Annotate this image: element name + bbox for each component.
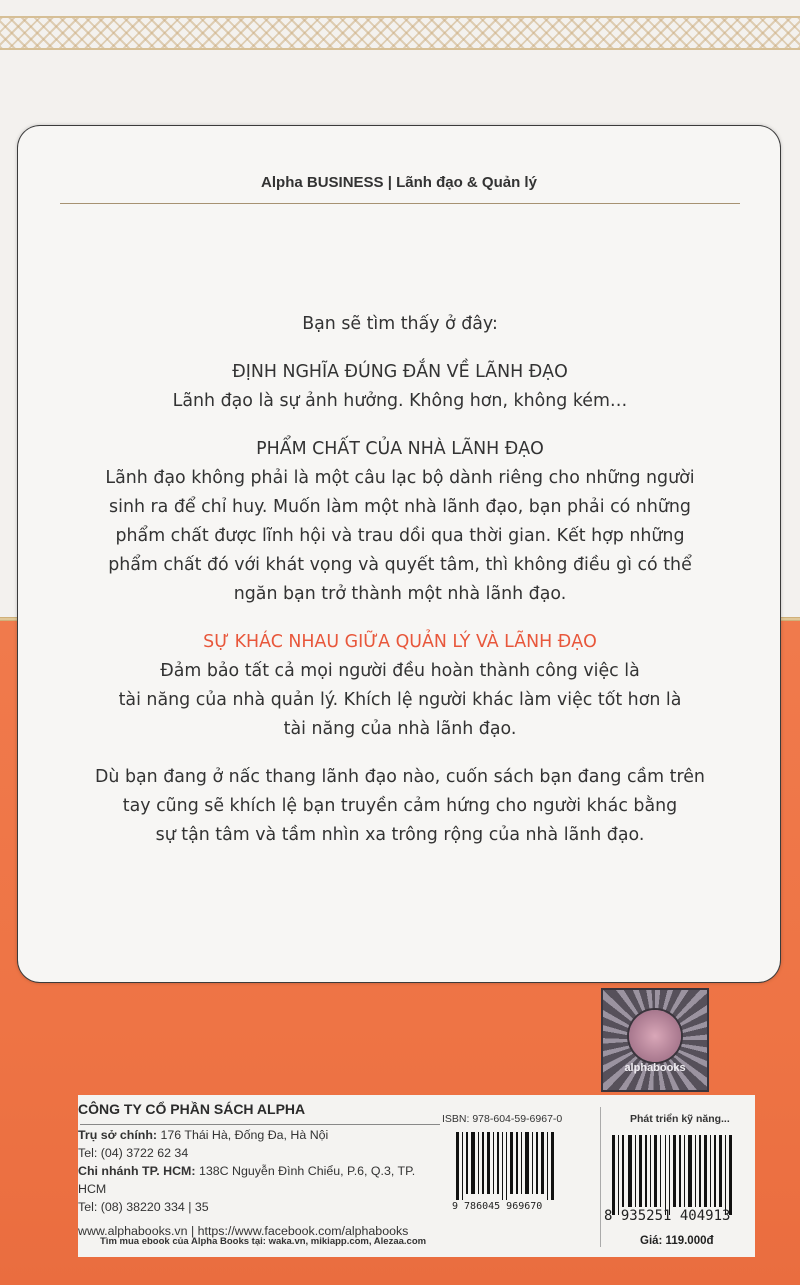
barcode-bar xyxy=(729,1135,732,1215)
barcode-bar xyxy=(618,1135,619,1215)
decorative-border xyxy=(0,16,800,50)
web-links: www.alphabooks.vn | https://www.facebook.com/alphabooks xyxy=(78,1224,409,1238)
hq-tel: Tel: (04) 3722 62 34 xyxy=(78,1146,189,1160)
barcode-bar xyxy=(493,1132,494,1194)
barcode-digits: 8 935251 404913 xyxy=(604,1208,731,1224)
branch-tel: Tel: (08) 38220 334 | 35 xyxy=(78,1200,209,1214)
barcode-bar xyxy=(510,1132,513,1194)
footer-divider xyxy=(600,1107,601,1247)
barcode-bar xyxy=(506,1132,507,1200)
section-line: phẩm chất đó với khát vọng và quyết tâm, thì không điều gì có thể xyxy=(108,555,692,575)
section-title-highlight: SỰ KHÁC NHAU GIỮA QUẢN LÝ VÀ LÃNH ĐẠO xyxy=(203,632,597,652)
blurb-text xyxy=(60,310,740,850)
section-title: ĐỊNH NGHĨA ĐÚNG ĐẮN VỀ LÃNH ĐẠO xyxy=(232,362,568,382)
barcode-bar xyxy=(660,1135,661,1207)
hq-label: Trụ sở chính: xyxy=(78,1128,158,1142)
blurb-card xyxy=(18,126,780,982)
barcode-bar xyxy=(654,1135,657,1207)
barcode-bar xyxy=(684,1135,685,1207)
section-line: Đảm bảo tất cả mọi người đều hoàn thành công việc là xyxy=(160,661,640,681)
barcode-bar xyxy=(497,1132,499,1194)
branch-line xyxy=(78,1162,428,1198)
barcode-bar xyxy=(639,1135,642,1207)
barcode-bar xyxy=(547,1132,548,1200)
barcode-bar xyxy=(714,1135,716,1207)
branch-address: 138C Nguyễn Đình Chiểu, P.6, Q.3, TP. HCM xyxy=(78,1164,416,1196)
isbn-digits: 9 786045 969670 xyxy=(452,1201,543,1212)
barcode-bar xyxy=(673,1135,676,1207)
hq-address: 176 Thái Hà, Đống Đa, Hà Nội xyxy=(160,1128,329,1142)
barcode-bar xyxy=(704,1135,707,1207)
publisher-info xyxy=(78,1100,428,1240)
barcode-bar xyxy=(695,1135,696,1207)
barcode-bar xyxy=(551,1132,554,1200)
branch-label: Chi nhánh TP. HCM: xyxy=(78,1164,196,1178)
barcode-bar xyxy=(635,1135,636,1207)
barcode-bar xyxy=(525,1132,529,1194)
barcode-bar xyxy=(466,1132,468,1194)
category-label: Phát triển kỹ năng... xyxy=(630,1113,730,1125)
barcode-bar xyxy=(516,1132,518,1194)
barcode-bar xyxy=(482,1132,484,1194)
section-line: Lãnh đạo là sự ảnh hưởng. Không hơn, không kém… xyxy=(172,391,628,411)
header-rule xyxy=(60,203,740,204)
logo-text: alphabooks xyxy=(624,1062,686,1074)
section-line: Lãnh đạo không phải là một câu lạc bộ dành riêng cho những người xyxy=(105,468,695,488)
barcode-bar xyxy=(532,1132,533,1194)
barcode-bar xyxy=(456,1132,459,1200)
alphabooks-logo xyxy=(603,990,707,1090)
section-line: tài năng của nhà lãnh đạo. xyxy=(283,719,517,739)
barcode-bar xyxy=(710,1135,711,1207)
closing-line: sự tận tâm và tầm nhìn xa trông rộng của nhà lãnh đạo. xyxy=(155,825,645,845)
barcode-bar xyxy=(628,1135,632,1207)
barcode-bar xyxy=(719,1135,722,1207)
closing-line: Dù bạn đang ở nấc thang lãnh đạo nào, cuốn sách bạn đang cầm trên xyxy=(95,767,705,787)
barcode-bar xyxy=(645,1135,647,1207)
barcode-bar xyxy=(679,1135,681,1207)
barcode-bar xyxy=(688,1135,692,1207)
section-line: tài năng của nhà quản lý. Khích lệ người khác làm việc tốt hơn là xyxy=(118,690,682,710)
barcode-bar xyxy=(699,1135,701,1207)
barcode-bar xyxy=(650,1135,651,1207)
section-title: PHẨM CHẤT CỦA NHÀ LÃNH ĐẠO xyxy=(256,439,544,459)
price-label: Giá: 119.000đ xyxy=(640,1235,714,1247)
section-line: ngăn bạn trở thành một nhà lãnh đạo. xyxy=(233,584,567,604)
section-line: phẩm chất được lĩnh hội và trau dồi qua thời gian. Kết hợp những xyxy=(115,526,685,546)
barcode-bar xyxy=(665,1135,666,1215)
barcode-bar xyxy=(487,1132,490,1194)
series-title: Alpha BUSINESS | Lãnh đạo & Quản lý xyxy=(261,174,537,191)
barcode-bar xyxy=(462,1132,463,1200)
barcode-bar xyxy=(536,1132,538,1194)
barcode-bar xyxy=(541,1132,544,1194)
barcode-bar xyxy=(478,1132,479,1194)
intro-line: Bạn sẽ tìm thấy ở đây: xyxy=(302,314,498,334)
barcode-bar xyxy=(612,1135,615,1215)
section-line: sinh ra để chỉ huy. Muốn làm một nhà lãnh đạo, bạn phải có những xyxy=(109,497,691,517)
logo-circle-icon xyxy=(629,1010,681,1062)
isbn-label: ISBN: 978-604-59-6967-0 xyxy=(442,1113,563,1125)
hq-line xyxy=(78,1126,428,1144)
barcode-bar xyxy=(502,1132,503,1200)
barcode-bar xyxy=(725,1135,726,1215)
barcode-bar xyxy=(669,1135,670,1215)
barcode-bar xyxy=(521,1132,522,1194)
ebook-stores: Tìm mua ebook của Alpha Books tại: waka.vn, mikiapp.com, Alezaa.com xyxy=(100,1236,427,1247)
barcode-bar xyxy=(622,1135,624,1207)
company-name: CÔNG TY CỔ PHẦN SÁCH ALPHA xyxy=(78,1101,306,1117)
barcode-bar xyxy=(471,1132,475,1194)
closing-line: tay cũng sẽ khích lệ bạn truyền cảm hứng cho người khác bằng xyxy=(122,796,678,816)
